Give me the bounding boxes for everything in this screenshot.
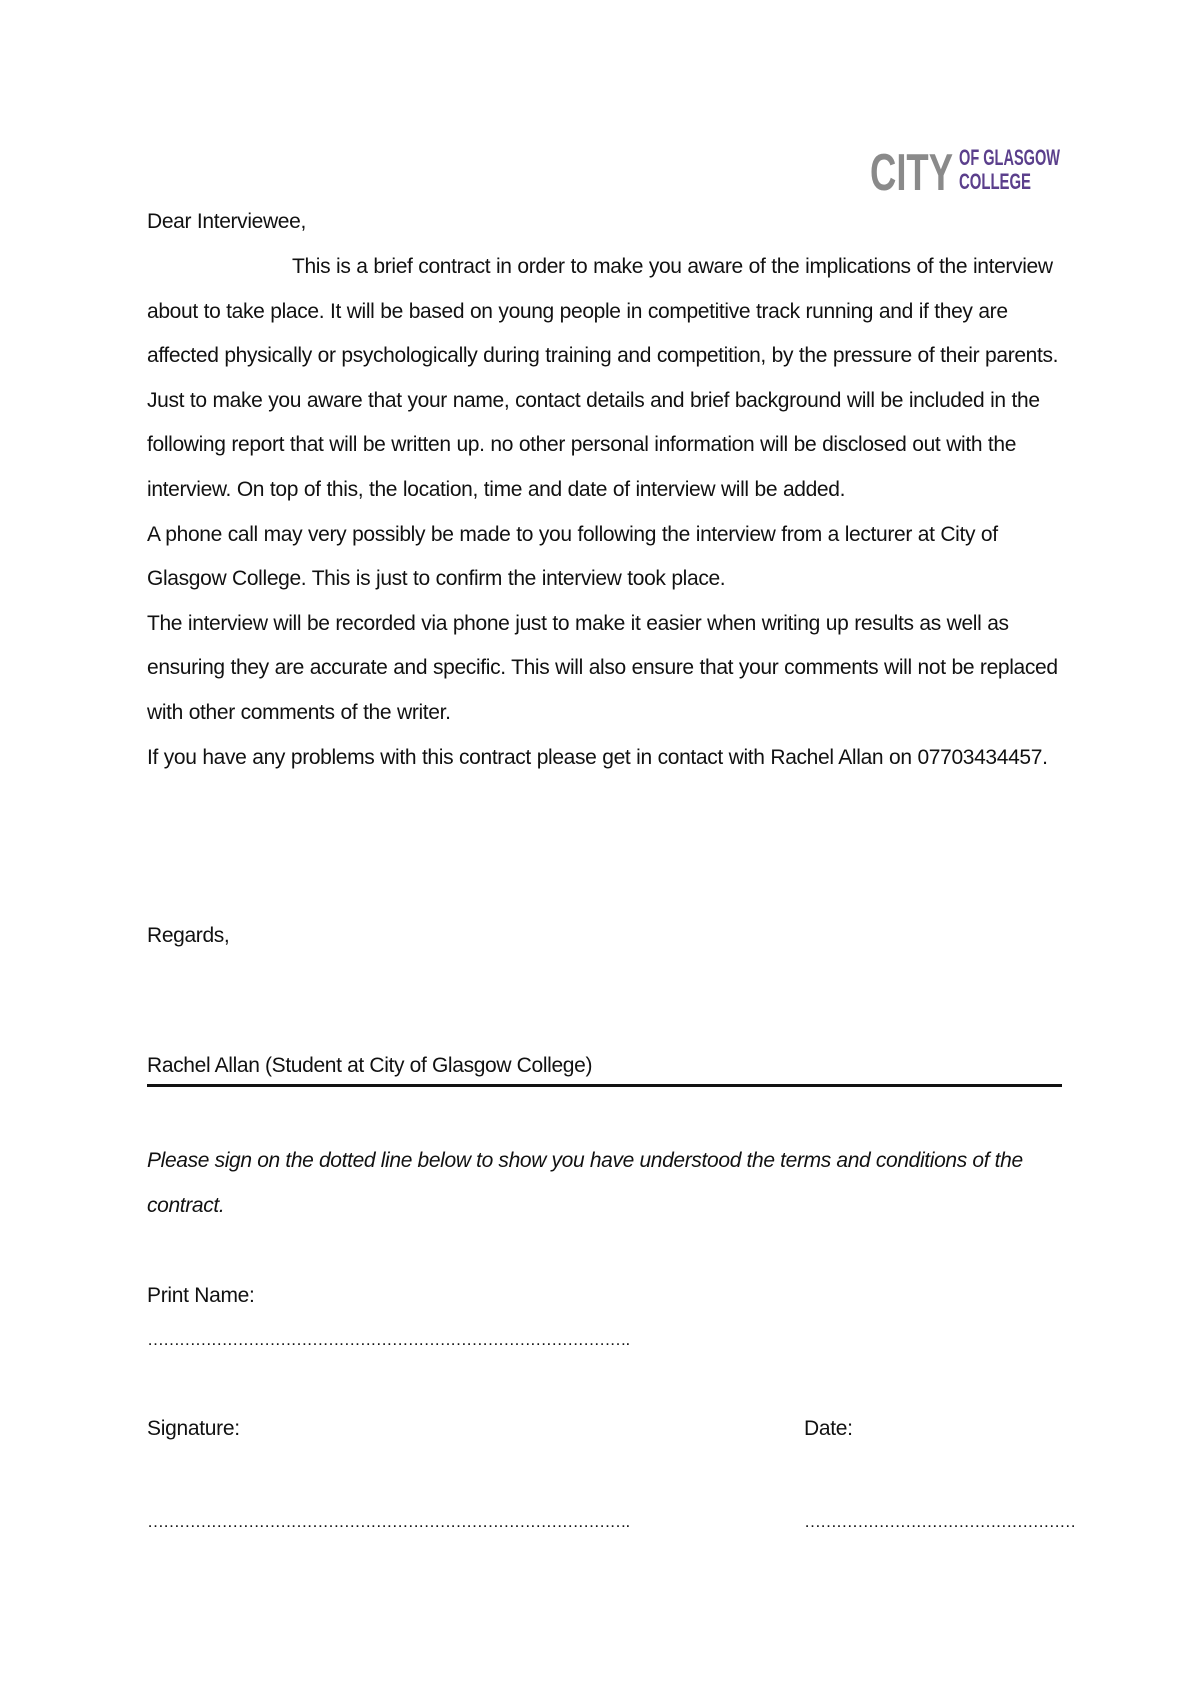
date-label: Date: — [804, 1417, 853, 1440]
city-of-glasgow-college-logo — [870, 144, 1061, 202]
letter-signoff: Regards, — [147, 924, 230, 947]
date-dotted-line[interactable]: …………………………………………… — [804, 1512, 1076, 1531]
letter-paragraph-intro: This is a brief contract in order to make you aware of the implications of the interview about to take place. It will be based on young people in competitive track running and if they are affected physically or psychologically during training and competition, by the pressure of their parents. — [147, 255, 1059, 368]
signature-label: Signature: — [147, 1417, 240, 1440]
print-name-label: Print Name: — [147, 1284, 255, 1307]
signature-dotted-line[interactable]: ………………………………………………………………………………. — [147, 1512, 630, 1531]
print-name-dotted-line[interactable]: ………………………………………………………………………………. — [147, 1330, 630, 1349]
logo-college-word: COLLEGE — [959, 169, 1031, 194]
letter-sender-name: Rachel Allan (Student at City of Glasgow College) — [147, 1054, 593, 1077]
letter-paragraph-privacy: Just to make you aware that your name, contact details and brief background will be included in the following report that will be written up. no other personal information will be disclosed out with the interview. On top of this, the location, time and date of interview will be added. — [147, 388, 1040, 501]
letter-paragraph-contact: If you have any problems with this contract please get in contact with Rachel Allan on 07703434457. — [147, 745, 1048, 769]
letter-body — [147, 245, 1062, 780]
signing-instruction: Please sign on the dotted line below to show you have understood the terms and conditions of the contract. — [147, 1149, 1023, 1217]
logo-city-word: CITY — [870, 144, 953, 202]
letter-paragraph-phone-call: A phone call may very possibly be made to you following the interview from a lecturer at City of Glasgow College. This is just to confirm the interview took place. — [147, 522, 998, 591]
sender-underline-divider — [147, 1084, 1062, 1087]
letter-paragraph-recording: The interview will be recorded via phone just to make it easier when writing up results as well as ensuring they are accurate and specific. This will also ensure that your comments will not be replaced with other comments of the writer. — [147, 611, 1058, 724]
letter-salutation: Dear Interviewee, — [147, 210, 306, 233]
logo-of-glasgow-word: OF GLASGOW — [959, 145, 1061, 170]
